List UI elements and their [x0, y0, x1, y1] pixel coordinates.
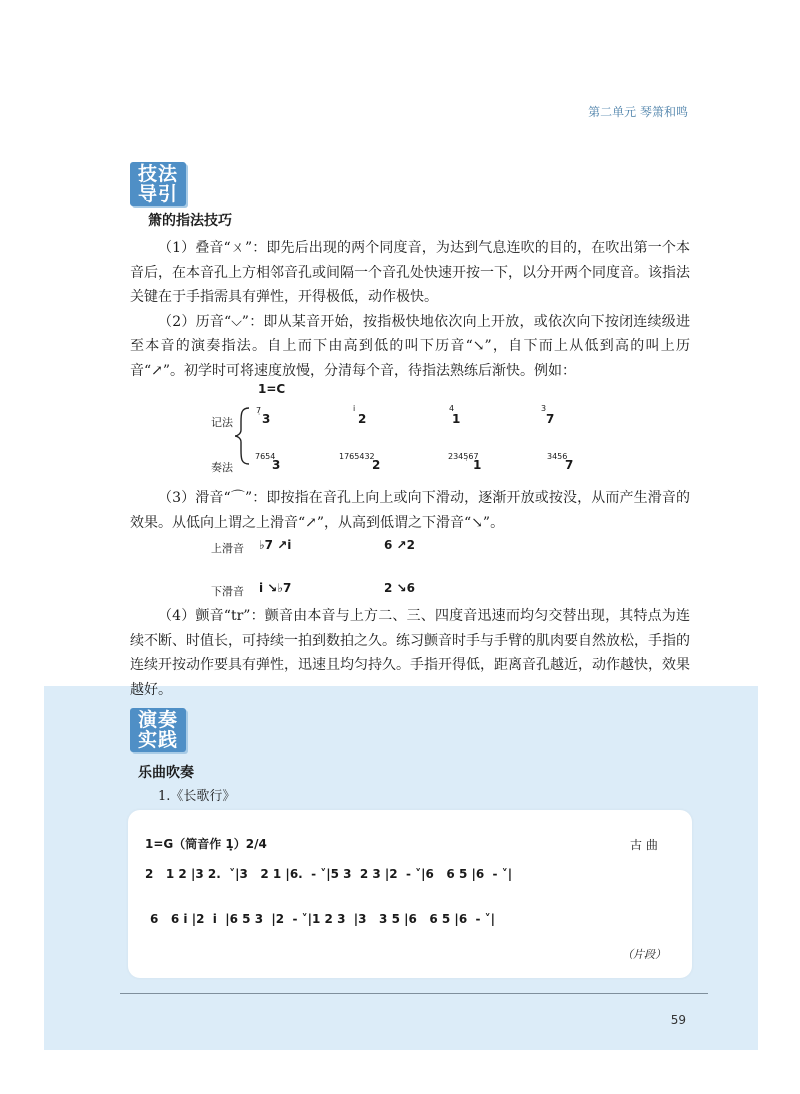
- label-slide-down: 下滑音: [211, 585, 244, 598]
- score-key: 1=G（筒音作 1̣）2/4: [145, 837, 267, 851]
- piece-title: 1.《长歌行》: [158, 789, 236, 804]
- play-run-1: 7654: [255, 452, 276, 461]
- score-row-1: 2 1 2 |3 2. ˅|3 2 1 |6. - ˅|5 3 2 3 |2 - ˅|6 6 5 |6 - ˅|: [145, 867, 513, 881]
- paragraph-trill: [130, 604, 690, 702]
- notation-2: 2: [358, 412, 367, 426]
- example-key: 1=C: [258, 382, 286, 396]
- paragraph-slide: [130, 486, 690, 535]
- play-end-4: 7: [565, 458, 574, 472]
- play-run-3: 2345̣67: [448, 452, 479, 461]
- grace-4: 3: [541, 404, 547, 413]
- grace-1: 7̣: [256, 406, 262, 415]
- page-number: 59: [670, 1013, 686, 1027]
- technique-title: 箫的指法技巧: [148, 213, 232, 229]
- label-notation: 记法: [211, 416, 233, 429]
- slide-up-1: ♭7 ↗i: [259, 538, 292, 552]
- practice-title: 乐曲吹奏: [138, 765, 194, 781]
- practice-badge: [130, 708, 186, 752]
- label-play: 奏法: [211, 461, 233, 474]
- slide-up-2: 6 ↗2: [384, 538, 415, 552]
- notation-4: 7: [546, 412, 555, 426]
- grace-3: 4: [449, 404, 455, 413]
- play-end-2: 2: [372, 458, 381, 472]
- score-fragment: （片段）: [622, 948, 666, 961]
- score-style: 古 曲: [630, 838, 658, 852]
- slide-down-1: i ↘♭7: [259, 581, 292, 595]
- notation-3: 1: [452, 412, 461, 426]
- score-row-2: 6 6 i |2 i |6 5 3 |2 - ˅|1 2 3 |3 3 5 |6 6 5 |6 - ˅|: [150, 912, 496, 926]
- play-end-3: 1: [473, 458, 482, 472]
- practice-badge-line2: 实践: [137, 729, 178, 751]
- grace-2: i: [353, 404, 356, 413]
- slide-down-2: 2 ↘6: [384, 581, 415, 595]
- technique-badge-line2: 导引: [137, 183, 178, 205]
- brace-icon: [233, 406, 253, 466]
- unit-header: 第二单元 琴箫和鸣: [588, 105, 688, 119]
- play-run-4: 3456: [547, 452, 568, 461]
- label-slide-up: 上滑音: [211, 542, 244, 555]
- technique-body: [130, 236, 690, 383]
- play-run-2: 1765432: [339, 452, 375, 461]
- technique-badge: [130, 162, 186, 206]
- paragraph-run-tone: （2）历音“⌵”：即从某音开始，按指极快地依次向上开放，或依次向下按闭连续级进至本音的演奏指法。自上而下由高到低的叫下历音“↘”，自下而上从低到高的叫上历音“↗”。初学时可将速度放慢，分清每个音，待指法熟练后渐快。例如：: [130, 313, 690, 379]
- paragraph-slide-text: （3）滑音“⌒”：即按指在音孔上向上或向下滑动，逐渐开放或按没，从而产生滑音的效果。从低向上谓之上滑音“↗”，从高到低谓之下滑音“↘”。: [130, 490, 690, 531]
- footer-divider: [120, 993, 708, 994]
- practice-badge-line1: 演奏: [137, 709, 178, 731]
- paragraph-trill-text: （4）颤音“tr”：颤音由本音与上方二、三、四度音迅速而均匀交替出现，其特点为连续不断、时值长，可持续一拍到数拍之久。练习颤音时手与手臂的肌肉要自然放松，手指的连续开按动作要具有弹性，迅速且均匀持久。手指开得低，距离音孔越近，动作越快，效果越好。: [130, 608, 690, 698]
- notation-1: 3: [262, 412, 271, 426]
- paragraph-overlap-tone: （1）叠音“ㄨ”：即先后出现的两个同度音，为达到气息连吹的目的，在吹出第一个本音后，在本音孔上方相邻音孔或间隔一个音孔处快速开按一下，以分开两个同度音。该指法关键在于手指需具有弹性，开得极低，动作极快。: [130, 240, 690, 305]
- play-end-1: 3: [272, 458, 281, 472]
- technique-badge-line1: 技法: [137, 163, 178, 185]
